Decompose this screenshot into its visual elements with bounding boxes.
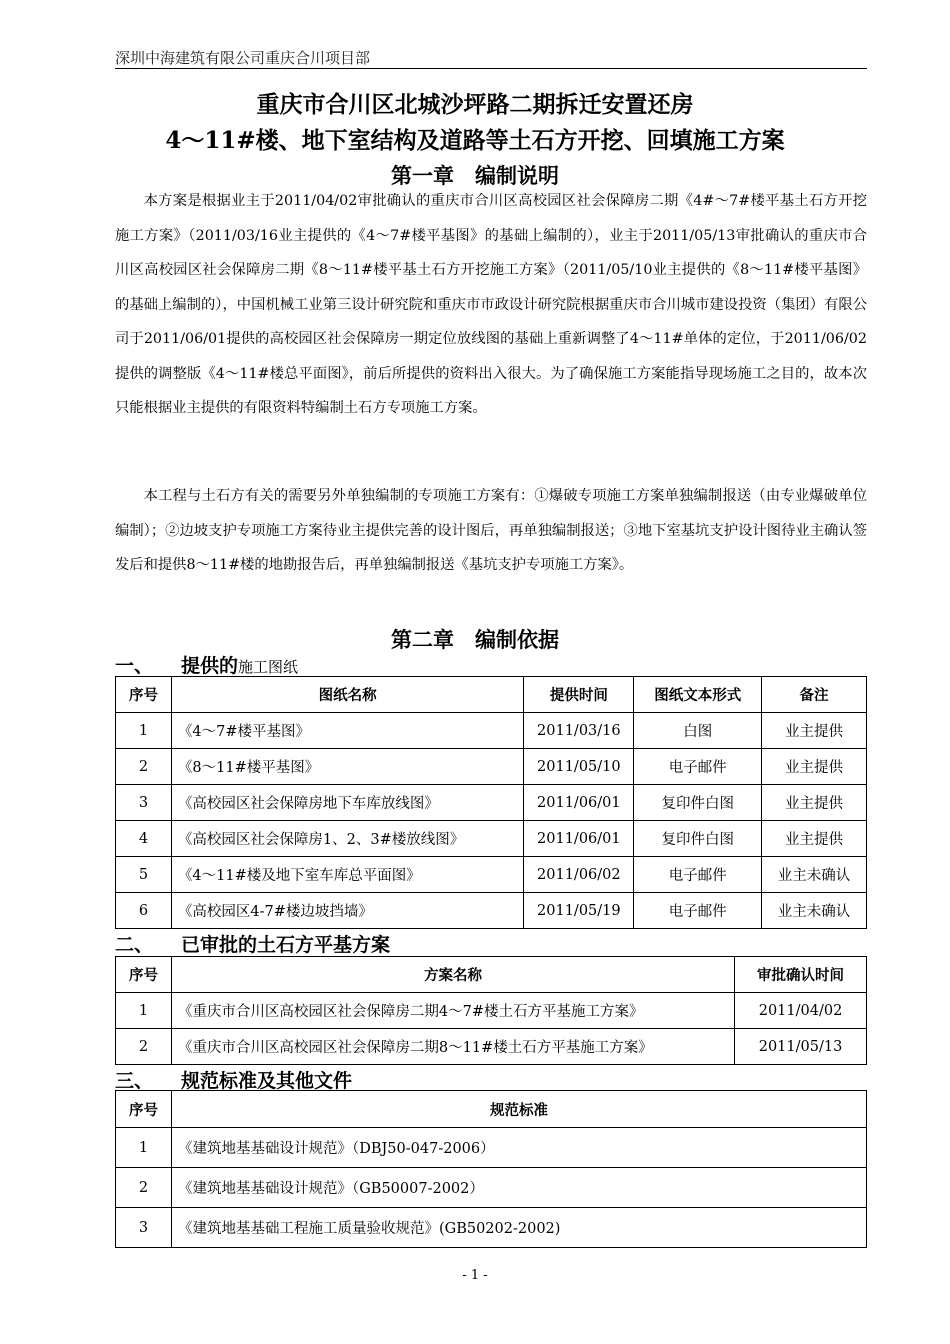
table-cell: 1 <box>116 993 172 1029</box>
document-title-line1: 重庆市合川区北城沙坪路二期拆迁安置还房 <box>256 91 694 118</box>
table-cell: 《重庆市合川区高校园区社会保障房二期4～7#楼土石方平基施工方案》 <box>171 993 734 1029</box>
table-header-cell: 序号 <box>116 957 172 993</box>
table-cell: 2011/06/02 <box>524 857 634 893</box>
table-cell: 1 <box>116 1128 172 1168</box>
table-cell: 白图 <box>634 713 762 749</box>
table-cell: 业主提供 <box>762 785 867 821</box>
table-cell: 复印件白图 <box>634 785 762 821</box>
table-cell: 2011/05/10 <box>524 749 634 785</box>
table-cell: 电子邮件 <box>634 857 762 893</box>
table-header-cell: 序号 <box>116 1091 172 1128</box>
table-header-cell: 序号 <box>116 677 172 713</box>
table-header-cell: 审批确认时间 <box>735 957 867 993</box>
section-title: 提供的 <box>181 655 239 677</box>
table-cell: 2011/06/01 <box>524 821 634 857</box>
table-cell: 《建筑地基基础设计规范》（GB50007-2002） <box>171 1168 866 1208</box>
section-number: 二、 <box>115 934 154 956</box>
paragraph-1: 本方案是根据业主于2011/04/02审批确认的重庆市合川区高校园区社会保障房二期《4#～7#楼平基土石方开挖施工方案》（2011/03/16业主提供的《4～7#楼平基图》的基础上编制的），业主于2011/05/13审批确认的重庆市合川区高校园区社会保障房二期《8～11#楼平基土石方开挖施工方案》（2011/05/10业主提供的《8～11#楼平基图》的基础上编制的），中国机械工业第三设计研究院和重庆市市政设计研究院根据重庆市合川城市建设投资（集团）有限公司于2011/06/01提供的高校园区社会保障房一期定位放线图的基础上重新调整了4～11#单体的定位，于2011/06/02提供的调整版《4～11#楼总平面图》，前后所提供的资料出入很大。为了确保施工方案能指导现场施工之目的，故本次只能根据业主提供的有限资料特编制土石方专项施工方案。 <box>115 193 867 416</box>
table-row <box>116 785 867 821</box>
table-header-cell: 提供时间 <box>524 677 634 713</box>
table-cell: 2011/06/01 <box>524 785 634 821</box>
table-cell: 2011/05/13 <box>735 1029 867 1065</box>
table-header-cell: 备注 <box>762 677 867 713</box>
table-cell: 4 <box>116 821 172 857</box>
table-row <box>116 713 867 749</box>
table-cell: 复印件白图 <box>634 821 762 857</box>
table-header-cell: 图纸文本形式 <box>634 677 762 713</box>
table-cell: 2 <box>116 749 172 785</box>
table-cell: 《高校园区4-7#楼边坡挡墙》 <box>171 893 523 929</box>
section-title-rest: 施工图纸 <box>238 658 299 676</box>
table-cell: 2011/03/16 <box>524 713 634 749</box>
table-header-row <box>116 957 867 993</box>
table-header-row <box>116 677 867 713</box>
header-divider <box>115 68 867 69</box>
table-cell: 业主提供 <box>762 713 867 749</box>
table-cell: 《高校园区社会保障房1、2、3#楼放线图》 <box>171 821 523 857</box>
table-row <box>116 857 867 893</box>
table-cell: 6 <box>116 893 172 929</box>
table-cell: 《8～11#楼平基图》 <box>171 749 523 785</box>
approved-plans-table <box>115 956 867 1065</box>
document-title-line2: 4～11#楼、地下室结构及道路等土石方开挖、回填施工方案 <box>165 127 785 154</box>
table-cell: 《4～7#楼平基图》 <box>171 713 523 749</box>
paragraph-2: 本工程与土石方有关的需要另外单独编制的专项施工方案有：①爆破专项施工方案单独编制报送（由专业爆破单位编制）；②边坡支护专项施工方案待业主提供完善的设计图后，再单独编制报送；③地下室基坑支护设计图待业主确认签发后和提供8～11#楼的地勘报告后，再单独编制报送《基坑支护专项施工方案》。 <box>115 488 867 573</box>
table-cell: 《建筑地基基础设计规范》（DBJ50-047-2006） <box>171 1128 866 1168</box>
table-header-row <box>116 1091 867 1128</box>
drawings-table <box>115 676 867 929</box>
section-number: 一、 <box>115 655 154 677</box>
section-1-heading <box>115 651 298 678</box>
section-2-heading <box>115 930 390 957</box>
table-row <box>116 821 867 857</box>
table-row <box>116 893 867 929</box>
chapter-1-heading: 第一章 编制说明 <box>391 163 559 188</box>
table-header-cell: 方案名称 <box>171 957 734 993</box>
section-title: 已审批的土石方平基方案 <box>181 934 391 956</box>
page-header: 深圳中海建筑有限公司重庆合川项目部 <box>115 49 371 67</box>
table-cell: 电子邮件 <box>634 893 762 929</box>
page-number: - 1 - <box>462 1268 488 1283</box>
table-cell: 3 <box>116 785 172 821</box>
section-number: 三、 <box>115 1070 154 1092</box>
table-cell: 《建筑地基基础工程施工质量验收规范》(GB50202-2002) <box>171 1208 866 1248</box>
table-cell: 业主未确认 <box>762 893 867 929</box>
table-row <box>116 749 867 785</box>
table-row <box>116 993 867 1029</box>
standards-table <box>115 1090 867 1248</box>
table-row <box>116 1208 867 1248</box>
table-cell: 2 <box>116 1168 172 1208</box>
table-cell: 业主提供 <box>762 821 867 857</box>
table-row <box>116 1168 867 1208</box>
table-header-cell: 规范标准 <box>171 1091 866 1128</box>
table-cell: 1 <box>116 713 172 749</box>
table-cell: 电子邮件 <box>634 749 762 785</box>
table-row <box>116 1029 867 1065</box>
table-cell: 《重庆市合川区高校园区社会保障房二期8～11#楼土石方平基施工方案》 <box>171 1029 734 1065</box>
table-cell: 《4～11#楼及地下室车库总平面图》 <box>171 857 523 893</box>
table-header-cell: 图纸名称 <box>171 677 523 713</box>
table-cell: 《高校园区社会保障房地下车库放线图》 <box>171 785 523 821</box>
table-cell: 2 <box>116 1029 172 1065</box>
table-cell: 3 <box>116 1208 172 1248</box>
table-cell: 业主提供 <box>762 749 867 785</box>
table-cell: 2011/05/19 <box>524 893 634 929</box>
section-3-heading <box>115 1066 352 1093</box>
table-cell: 5 <box>116 857 172 893</box>
chapter-2-heading: 第二章 编制依据 <box>391 627 559 652</box>
table-cell: 业主未确认 <box>762 857 867 893</box>
table-cell: 2011/04/02 <box>735 993 867 1029</box>
table-row <box>116 1128 867 1168</box>
section-title: 规范标准及其他文件 <box>181 1070 353 1092</box>
